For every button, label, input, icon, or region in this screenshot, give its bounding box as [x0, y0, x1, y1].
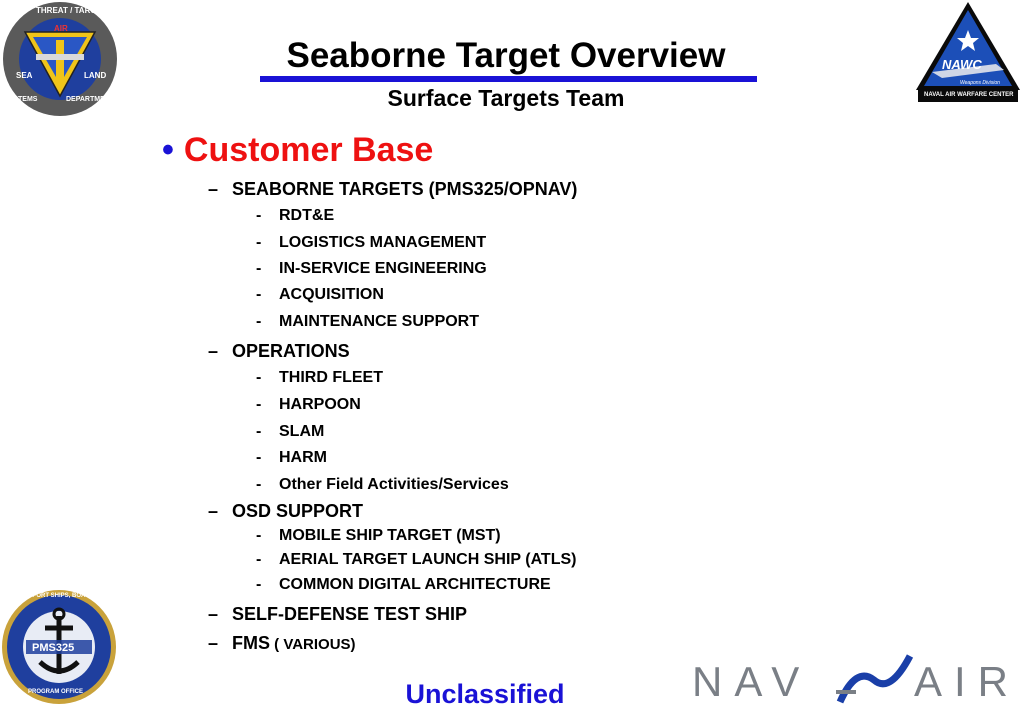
- subitem-label: COMMON DIGITAL ARCHITECTURE: [279, 576, 551, 593]
- nawc-division-text: Weapons Division: [960, 80, 1000, 86]
- seal-text-department: DEPARTMENT: [66, 96, 115, 103]
- list-subitem: [256, 206, 334, 226]
- list-item-operations: [208, 340, 350, 362]
- sub-dash-marker: -: [256, 207, 262, 224]
- list-item-self-defense-test-ship: [208, 603, 467, 625]
- subitem-label: MAINTENANCE SUPPORT: [279, 313, 480, 330]
- list-subitem: [256, 526, 501, 546]
- page-subtitle: Surface Targets Team: [387, 85, 625, 111]
- section-label: FMS: [232, 633, 270, 653]
- navair-logo-text-right: AIR: [914, 658, 1021, 705]
- seal-text-air: AIR: [54, 24, 68, 33]
- classification-label: Unclassified: [405, 679, 565, 709]
- list-subitem: [256, 285, 384, 305]
- subitem-label: AERIAL TARGET LAUNCH SHIP (ATLS): [279, 551, 577, 568]
- dash-marker: –: [208, 633, 219, 653]
- subitem-label: THIRD FLEET: [279, 369, 383, 386]
- heading-bullet: •: [162, 131, 174, 169]
- pms325-seal-center-text: PMS325: [32, 642, 75, 654]
- sub-dash-marker: -: [256, 576, 262, 593]
- list-subitem: [256, 312, 479, 332]
- list-item-seaborne-targets: [208, 178, 577, 200]
- sub-dash-marker: -: [256, 396, 262, 413]
- sub-dash-marker: -: [256, 527, 262, 544]
- section-label: SEABORNE TARGETS (PMS325/OPNAV): [232, 179, 578, 199]
- navair-swoosh-icon: [834, 652, 914, 706]
- customer-base-heading: [162, 130, 433, 170]
- nawc-badge-text: NAWC: [942, 57, 982, 72]
- nawc-center-text: NAVAL AIR WARFARE CENTER: [924, 92, 1014, 98]
- dash-marker: –: [208, 341, 219, 361]
- list-subitem: [256, 448, 327, 468]
- subitem-label: ACQUISITION: [279, 286, 384, 303]
- section-label-suffix: ( VARIOUS): [270, 636, 356, 653]
- sub-dash-marker: -: [256, 423, 262, 440]
- sub-dash-marker: -: [256, 234, 262, 251]
- section-label: OPERATIONS: [232, 341, 350, 361]
- subitem-label: Other Field Activities/Services: [279, 476, 509, 493]
- list-subitem: [256, 368, 383, 388]
- dash-marker: –: [208, 604, 219, 624]
- sub-dash-marker: -: [256, 313, 262, 330]
- sub-dash-marker: -: [256, 260, 262, 277]
- pms325-seal-ring-text: SUPPORT SHIPS, BOATS, AND CRAFT: [20, 593, 131, 599]
- list-item-osd-support: [208, 500, 363, 522]
- seal-text-land: LAND: [84, 71, 107, 80]
- sub-dash-marker: -: [256, 476, 262, 493]
- subitem-label: HARPOON: [279, 396, 361, 413]
- title-underline: [260, 76, 757, 82]
- seal-text-systems: SYSTEMS: [4, 96, 38, 103]
- section-label: OSD SUPPORT: [232, 501, 364, 521]
- subitem-label: LOGISTICS MANAGEMENT: [279, 234, 487, 251]
- subitem-label: SLAM: [279, 423, 325, 440]
- list-item-fms: [208, 632, 356, 656]
- list-subitem: [256, 233, 486, 253]
- heading-text: Customer Base: [183, 131, 434, 169]
- pms325-seal-logo: [0, 588, 131, 706]
- page-title: Seaborne Target Overview: [286, 36, 726, 75]
- list-subitem: [256, 475, 509, 495]
- subitem-label: IN-SERVICE ENGINEERING: [279, 260, 487, 277]
- list-subitem: [256, 550, 576, 570]
- seal-text-top: THREAT / TARGET: [36, 6, 107, 15]
- seal-text-sea: SEA: [16, 71, 33, 80]
- dash-marker: –: [208, 179, 219, 199]
- list-subitem: [256, 575, 551, 595]
- sub-dash-marker: -: [256, 286, 262, 303]
- navair-logo-text-left: NAV: [692, 658, 812, 705]
- sub-dash-marker: -: [256, 551, 262, 568]
- subitem-label: MOBILE SHIP TARGET (MST): [279, 527, 501, 544]
- sub-dash-marker: -: [256, 449, 262, 466]
- dash-marker: –: [208, 501, 219, 521]
- pms325-seal-bottom-text: PROGRAM OFFICE: [28, 689, 83, 695]
- list-subitem: [256, 422, 324, 442]
- sub-dash-marker: -: [256, 369, 262, 386]
- navair-logo: [692, 650, 1022, 708]
- list-subitem: [256, 395, 361, 415]
- subitem-label: HARM: [279, 449, 327, 466]
- list-subitem: [256, 259, 487, 279]
- section-label: SELF-DEFENSE TEST SHIP: [232, 604, 468, 624]
- subitem-label: RDT&E: [279, 207, 335, 224]
